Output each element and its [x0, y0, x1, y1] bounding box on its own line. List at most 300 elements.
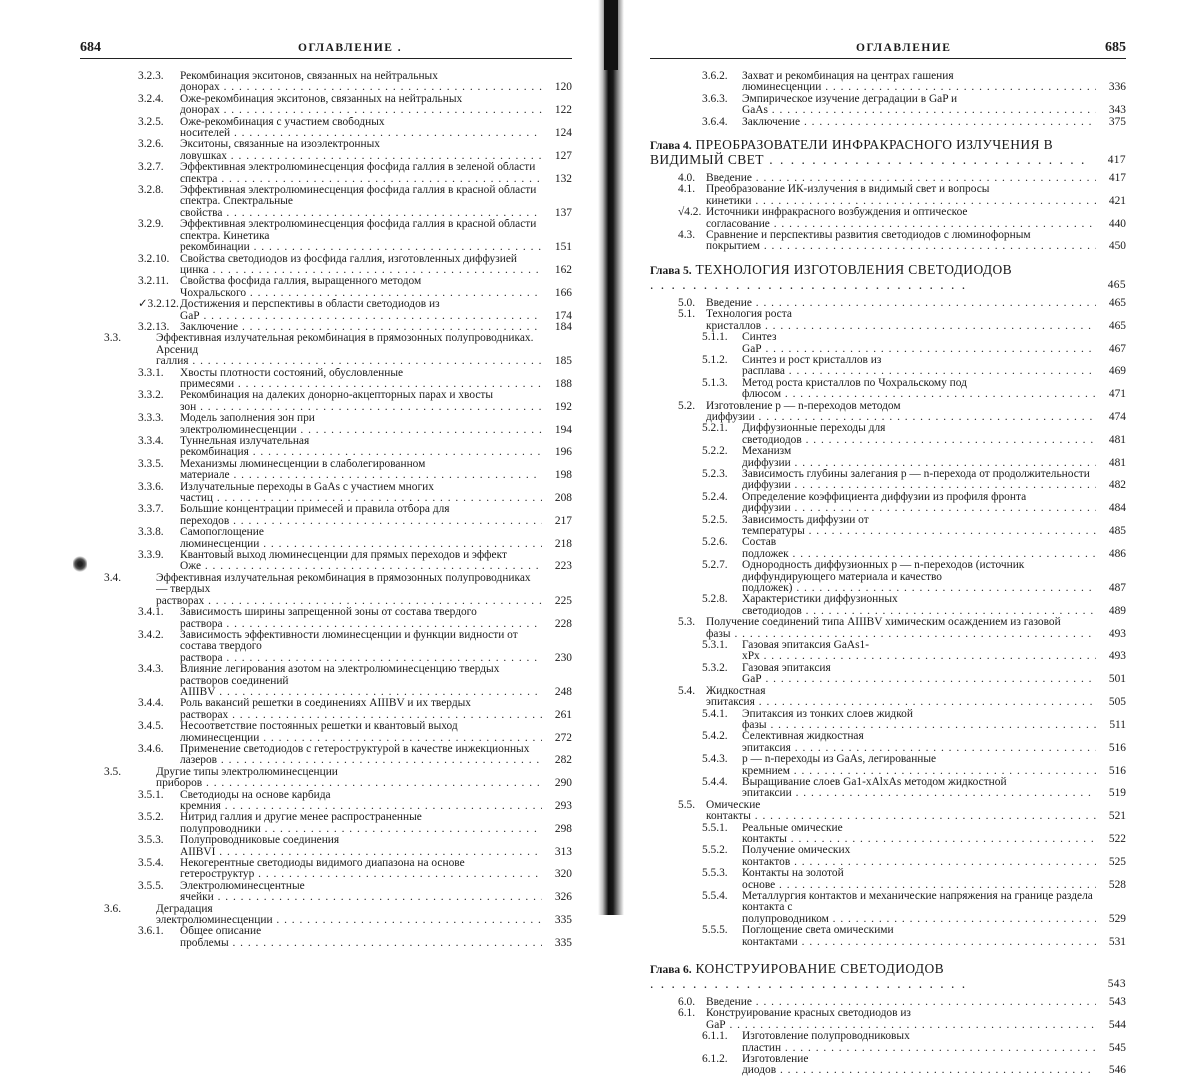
- toc-entry-page: 223: [554, 560, 572, 573]
- toc-entry: [650, 355, 1126, 378]
- toc-entry-number: 5.2.6.: [702, 536, 728, 549]
- toc-entry-page: 293: [554, 800, 572, 812]
- toc-entry: [80, 162, 572, 185]
- toc-entry: [650, 868, 1126, 891]
- toc-entry-number: 3.2.3.: [138, 70, 164, 82]
- toc-entry-title: Характеристики диффузионных светодиодов . . .: [742, 594, 1096, 617]
- toc-entry: [650, 207, 1126, 230]
- toc-entry-page: 230: [554, 651, 572, 664]
- toc-entry-number: 6.0.: [678, 996, 696, 1009]
- toc-entry-number: 5.2.2.: [702, 445, 728, 458]
- toc-entry-title: Эффективная электролюминесценция фосфида галлия в красной области спектра. Кинетика рекомбинации . . .: [180, 219, 542, 253]
- toc-entry-number: 3.6.3.: [702, 92, 728, 105]
- toc-entry-number: 3.5.3.: [138, 834, 164, 847]
- chapter-4-page: 417: [1107, 154, 1126, 167]
- toc-entry-title: Получение омических контактов . . .: [742, 845, 1096, 868]
- toc-entry-title: Квантовый выход люминесценции для прямых переходов и эффект Оже . . .: [180, 550, 542, 573]
- toc-entry-number: 5.5.3.: [702, 867, 728, 880]
- toc-entry: [650, 1031, 1126, 1054]
- toc-entry-number: 5.5.4.: [702, 890, 728, 902]
- chapter-5-heading: [650, 263, 1126, 292]
- toc-entry-page: 501: [1108, 673, 1126, 686]
- toc-entry-page: 481: [1108, 456, 1126, 469]
- toc-entry: [80, 185, 572, 219]
- toc-entry: [80, 94, 572, 117]
- toc-entry: [80, 368, 572, 391]
- toc-entry-title: Механизмы люминесценции в слаболегированном материале . . .: [180, 459, 542, 482]
- toc-entry: [80, 721, 572, 744]
- toc-entry-page: 127: [554, 149, 572, 162]
- toc-entry-page: 543: [1108, 996, 1126, 1009]
- toc-entry-page: 511: [1109, 718, 1126, 731]
- toc-entry-title: Свойства светодиодов из фосфида галлия, изготовленных диффузией цинка . . .: [180, 254, 542, 277]
- toc-entry-page: 493: [1108, 627, 1126, 640]
- toc-entry-page: 272: [554, 731, 572, 744]
- toc-entry-number: 5.5.2.: [702, 844, 728, 857]
- toc-entry: [80, 527, 572, 550]
- toc-entry-number: 5.4.: [678, 684, 696, 697]
- right-running-title: ОГЛАВЛЕНИЕ: [856, 42, 952, 54]
- toc-entry-page: 185: [554, 355, 572, 368]
- toc-entry: [80, 744, 572, 767]
- toc-entry-number: 4.1.: [678, 183, 696, 196]
- toc-entry-number: 3.4.3.: [138, 663, 164, 676]
- toc-entry-number: ✓3.2.12.: [138, 298, 179, 311]
- toc-entry: [650, 469, 1126, 492]
- chapter-4-label: Глава 4.: [650, 140, 692, 153]
- toc-entry-title: p — n-переходы из GaAs, легированные кремнием . . .: [742, 754, 1096, 777]
- toc-entry-page: 487: [1108, 582, 1126, 595]
- toc-entry: [80, 630, 572, 664]
- toc-entry-number: 3.2.9.: [138, 218, 164, 231]
- toc-entry-number: 3.6.1.: [138, 925, 164, 938]
- toc-entry-title: Изготовление полупроводниковых пластин . . .: [742, 1031, 1096, 1054]
- toc-entry-page: 225: [554, 594, 572, 607]
- toc-entry-page: 528: [1108, 878, 1126, 891]
- toc-entry-title: Контакты на золотой основе . . .: [742, 868, 1096, 891]
- toc-entry: [650, 71, 1126, 94]
- toc-entry-page: 124: [554, 127, 572, 140]
- toc-entry-title: Эффективная электролюминесценция фосфида галлия в зеленой области спектра . . .: [180, 162, 542, 185]
- toc-entry: [650, 173, 1126, 184]
- toc-entry-number: 5.5.1.: [702, 821, 728, 834]
- toc-entry-number: 3.3.: [104, 332, 122, 345]
- toc-entry-page: 529: [1108, 912, 1126, 925]
- toc-entry-title: Модель заполнения зон при электролюминесценции . . .: [180, 413, 542, 436]
- toc-entry-title: Введение . . .: [706, 173, 1096, 184]
- toc-entry-page: 450: [1108, 240, 1126, 253]
- toc-entry-title: Омические контакты . . .: [706, 800, 1096, 823]
- toc-entry-number: 3.2.13.: [138, 320, 170, 333]
- toc-entry: [80, 322, 572, 333]
- toc-entry: [650, 997, 1126, 1008]
- toc-entry-page: 482: [1108, 479, 1126, 492]
- right-page: [650, 40, 1126, 1077]
- toc-entry-title: Заключение . . .: [180, 322, 542, 333]
- toc-entry: [80, 504, 572, 527]
- toc-entry-number: 3.2.10.: [138, 252, 170, 265]
- toc-entry-page: 122: [554, 104, 572, 117]
- toc-entry: [650, 731, 1126, 754]
- toc-entry-title: Зависимость эффективности люминесценции и функции видности от состава твердого раствора . . .: [180, 630, 542, 664]
- chapter-6-heading: [650, 962, 1126, 991]
- toc-entry-number: 3.2.8.: [138, 184, 164, 197]
- toc-entry: [80, 459, 572, 482]
- toc-entry-title: Изготовление диодов . . .: [742, 1054, 1096, 1077]
- toc-entry-page: 282: [554, 754, 572, 767]
- toc-entry: [650, 617, 1126, 640]
- toc-entry-page: 375: [1108, 115, 1126, 128]
- toc-entry: [80, 881, 572, 904]
- toc-entry-title: Несоответствие постоянных решетки и квантовый выход люминесценции . . .: [180, 721, 542, 744]
- toc-entry-page: 261: [554, 708, 572, 721]
- left-page: [80, 40, 572, 949]
- toc-entry: [80, 390, 572, 413]
- toc-entry: [650, 709, 1126, 732]
- toc-entry-page: 493: [1108, 650, 1126, 663]
- toc-entry-title: Некогерентные светодиоды видимого диапазона на основе гетероструктур . . .: [180, 858, 542, 881]
- toc-entry: [650, 845, 1126, 868]
- toc-entry-title: Введение . . .: [706, 298, 1096, 309]
- toc-entry-page: 132: [554, 172, 572, 185]
- toc-entry-page: 465: [1108, 296, 1126, 309]
- toc-entry: [650, 686, 1126, 709]
- toc-entry: [80, 904, 572, 927]
- toc-entry: [650, 754, 1126, 777]
- toc-entry-title: Реальные омические контакты . . .: [742, 823, 1096, 846]
- toc-entry-page: 489: [1108, 604, 1126, 617]
- toc-entry: [650, 1008, 1126, 1031]
- toc-entry-title: Зависимость диффузии от температуры . . .: [742, 515, 1096, 538]
- toc-entry-title: Зависимость глубины залегания p — n-перехода от продолжительности диффузии . . .: [742, 469, 1096, 492]
- toc-entry: [650, 423, 1126, 446]
- chapter-5-title: ТЕХНОЛОГИЯ ИЗГОТОВЛЕНИЯ СВЕТОДИОДОВ: [695, 262, 1013, 277]
- chapter-5-page: 465: [1107, 278, 1126, 291]
- toc-entry-number: 5.4.2.: [702, 730, 728, 743]
- toc-entry-number: 3.4.5.: [138, 720, 164, 733]
- toc-entry-page: 484: [1108, 502, 1126, 515]
- toc-entry-title: Газовая эпитаксия GaP . . .: [742, 663, 1096, 686]
- toc-entry: [650, 492, 1126, 515]
- left-toc-list: [80, 71, 572, 949]
- chapter-5-list: [650, 298, 1126, 948]
- toc-entry-number: 5.3.: [678, 616, 696, 629]
- toc-entry-number: 3.5.4.: [138, 857, 164, 870]
- toc-entry: [650, 230, 1126, 253]
- toc-entry-number: 3.5.: [104, 765, 122, 778]
- toc-entry: [80, 767, 572, 790]
- toc-entry-title: Самопоглощение люминесценции . . .: [180, 527, 542, 550]
- left-page-number: 684: [80, 40, 101, 55]
- toc-entry-number: 3.5.2.: [138, 811, 164, 824]
- toc-entry-number: 3.6.2.: [702, 70, 728, 82]
- toc-entry-number: 3.3.8.: [138, 526, 164, 539]
- toc-entry-number: √4.2.: [678, 206, 702, 219]
- toc-entry-title: Преобразование ИК-излучения в видимый свет и вопросы кинетики . . .: [706, 184, 1096, 207]
- toc-entry: [80, 573, 572, 607]
- toc-entry-title: Жидкостная эпитаксия . . .: [706, 686, 1096, 709]
- toc-entry-number: 3.5.5.: [138, 879, 164, 892]
- toc-entry: [80, 790, 572, 813]
- toc-entry-page: 198: [554, 469, 572, 482]
- chapter-4-heading: [650, 138, 1126, 167]
- toc-entry-page: 467: [1108, 342, 1126, 355]
- toc-entry-title: Синтез и рост кристаллов из расплава . . .: [742, 355, 1096, 378]
- toc-entry-number: 5.1.2.: [702, 353, 728, 366]
- toc-entry-title: Экситоны, связанные на изоэлектронных ловушках . . .: [180, 139, 542, 162]
- toc-entry-page: 194: [554, 423, 572, 436]
- toc-entry: [80, 482, 572, 505]
- toc-entry: [650, 925, 1126, 948]
- toc-entry: [650, 891, 1126, 925]
- toc-entry-page: 162: [554, 263, 572, 276]
- toc-entry-page: 440: [1108, 217, 1126, 230]
- toc-entry-title: Достижения и перспективы в области светодиодов из GaP . . .: [180, 299, 542, 322]
- toc-entry-page: 417: [1108, 172, 1126, 185]
- toc-entry-number: 4.0.: [678, 172, 696, 185]
- toc-entry-number: 5.2.: [678, 399, 696, 412]
- toc-entry: [650, 537, 1126, 560]
- toc-entry-page: 248: [554, 685, 572, 698]
- toc-entry-number: 3.2.11.: [138, 275, 169, 288]
- toc-entry: [650, 184, 1126, 207]
- toc-entry-number: 5.1.1.: [702, 331, 728, 344]
- toc-entry-number: 3.3.1.: [138, 366, 164, 379]
- toc-entry-number: 3.3.5.: [138, 457, 164, 470]
- toc-entry: [80, 413, 572, 436]
- toc-entry-page: 421: [1108, 194, 1126, 207]
- toc-entry-page: 166: [554, 286, 572, 299]
- toc-entry-page: 521: [1108, 810, 1126, 823]
- toc-entry-page: 469: [1108, 365, 1126, 378]
- toc-entry-title: Применение светодиодов с гетероструктурой в качестве инжекционных лазеров . . .: [180, 744, 542, 767]
- toc-entry-number: 5.0.: [678, 296, 696, 309]
- toc-entry-title: Захват и рекомбинация на центрах гашения люминесценции . . .: [742, 71, 1096, 94]
- toc-entry-page: 522: [1108, 832, 1126, 845]
- toc-entry-title: Эмпирическое изучение деградации в GaP и GaAs . . .: [742, 94, 1096, 117]
- toc-entry: [80, 858, 572, 881]
- toc-entry-number: 3.6.4.: [702, 115, 728, 128]
- toc-entry-title: Хвосты плотности состояний, обусловленные примесями . . .: [180, 368, 542, 391]
- toc-entry-title: Светодиоды на основе карбида кремния . . .: [180, 790, 542, 813]
- toc-entry-number: 3.3.3.: [138, 412, 164, 425]
- gutter-shadow: [604, 0, 618, 70]
- toc-entry-title: Нитрид галлия и другие менее распространенные полупроводники . . .: [180, 812, 542, 835]
- right-page-number: 685: [1105, 40, 1126, 55]
- toc-entry-page: 228: [554, 617, 572, 630]
- toc-entry-number: 5.2.7.: [702, 559, 728, 572]
- toc-entry-number: 3.2.4.: [138, 92, 164, 105]
- right-running-head: [650, 40, 1126, 59]
- toc-entry-title: Оже-рекомбинация с участием свободных носителей . . .: [180, 117, 542, 140]
- toc-entry-title: Деградация электролюминесценции . . .: [156, 904, 542, 927]
- toc-entry-page: 320: [554, 868, 572, 881]
- toc-entry-number: 5.2.1.: [702, 422, 728, 435]
- toc-entry-title: Металлургия контактов и механические напряжения на границе раздела контакта с полупроводником . . .: [742, 891, 1096, 925]
- toc-entry-number: 3.4.2.: [138, 628, 164, 641]
- toc-entry-page: 290: [554, 777, 572, 790]
- toc-entry-page: 218: [554, 537, 572, 550]
- toc-entry: [80, 607, 572, 630]
- toc-entry: [650, 117, 1126, 128]
- toc-entry: [650, 332, 1126, 355]
- toc-entry-page: 192: [554, 400, 572, 413]
- toc-entry-page: 151: [554, 241, 572, 254]
- toc-entry-title: Роль вакансий решетки в соединениях AIIIBV и их твердых растворах . . .: [180, 698, 542, 721]
- toc-entry-title: Большие концентрации примесей и правила отбора для переходов . . .: [180, 504, 542, 527]
- toc-entry-title: Источники инфракрасного возбуждения и оптическое согласование . . .: [706, 207, 1096, 230]
- toc-entry-title: Оже-рекомбинация экситонов, связанных на нейтральных донорах . . .: [180, 94, 542, 117]
- toc-entry-page: 516: [1108, 764, 1126, 777]
- toc-entry: [80, 550, 572, 573]
- toc-entry: [80, 333, 572, 367]
- toc-entry-number: 3.3.6.: [138, 480, 164, 493]
- chapter-6-page: 543: [1107, 978, 1126, 991]
- toc-entry-page: 525: [1108, 855, 1126, 868]
- toc-entry-title: Рекомбинация на далеких донорно-акцепторных парах и хвосты зон . . .: [180, 390, 542, 413]
- toc-entry: [650, 401, 1126, 424]
- toc-entry-number: 3.3.7.: [138, 503, 164, 516]
- book-gutter: [598, 0, 624, 915]
- toc-entry-title: Введение . . .: [706, 997, 1096, 1008]
- toc-entry-title: Определение коэффициента диффузии из профиля фронта диффузии . . .: [742, 492, 1096, 515]
- toc-entry-page: 519: [1108, 787, 1126, 800]
- toc-entry-number: 3.3.4.: [138, 435, 164, 447]
- toc-entry-title: Полупроводниковые соединения AIIBVI . . .: [180, 835, 542, 858]
- toc-entry-title: Рекомбинация экситонов, связанных на нейтральных донорах . . .: [180, 71, 542, 94]
- toc-entry-page: 343: [1108, 104, 1126, 117]
- toc-entry-title: Другие типы электролюминесценции приборов . . .: [156, 767, 542, 790]
- toc-entry: [80, 436, 572, 459]
- left-running-head: [80, 40, 572, 59]
- toc-entry-page: 217: [554, 514, 572, 527]
- chapter-4-list: [650, 173, 1126, 253]
- toc-entry-number: 3.2.6.: [138, 138, 164, 151]
- toc-entry-page: 196: [554, 446, 572, 459]
- chapter-6-title: КОНСТРУИРОВАНИЕ СВЕТОДИОДОВ: [695, 962, 945, 977]
- toc-entry-title: Газовая эпитаксия GaAs1-xPx . . .: [742, 640, 1096, 663]
- toc-entry-title: Механизм диффузии . . .: [742, 446, 1096, 469]
- toc-entry-title: Поглощение света омическими контактами . . .: [742, 925, 1096, 948]
- toc-entry-number: 3.2.7.: [138, 161, 164, 174]
- toc-entry-number: 5.4.1.: [702, 707, 728, 720]
- toc-entry-page: 544: [1108, 1018, 1126, 1031]
- toc-entry-number: 6.1.2.: [702, 1053, 728, 1066]
- toc-entry-number: 5.5.: [678, 798, 696, 811]
- toc-entry: [80, 117, 572, 140]
- toc-entry-number: 3.5.1.: [138, 788, 164, 801]
- toc-entry-title: Выращивание слоев Ga1-xAlxAs методом жидкостной эпитаксии . . .: [742, 777, 1096, 800]
- toc-entry: [80, 219, 572, 253]
- toc-entry-number: 3.6.: [104, 902, 122, 915]
- toc-entry-title: Однородность диффузионных p — n-переходов (источник диффундирующего материала и качество подложек) . . .: [742, 560, 1096, 594]
- toc-entry-page: 326: [554, 891, 572, 904]
- chapter-6-label: Глава 6.: [650, 964, 692, 977]
- toc-entry-title: Метод роста кристаллов по Чохральскому под флюсом . . .: [742, 378, 1096, 401]
- toc-entry-title: Общее описание проблемы . . .: [180, 926, 542, 949]
- toc-entry-number: 5.1.: [678, 308, 696, 321]
- toc-entry-title: Влияние легирования азотом на электролюминесценцию твердых растворов соединений AIIIBV . . .: [180, 664, 542, 698]
- toc-entry: [650, 1054, 1126, 1077]
- toc-entry-title: Состав подложек . . .: [742, 537, 1096, 560]
- toc-entry-title: Изготовление p — n-переходов методом диффузии . . .: [706, 401, 1096, 424]
- toc-entry-title: Получение соединений типа AIIIBV химическим осаждением из газовой фазы . . .: [706, 617, 1096, 640]
- toc-entry-title: Селективная жидкостная эпитаксия . . .: [742, 731, 1096, 754]
- toc-entry-number: 3.4.6.: [138, 742, 164, 755]
- toc-entry-page: 516: [1108, 741, 1126, 754]
- toc-entry-number: 4.3.: [678, 229, 696, 242]
- left-running-title: ОГЛАВЛЕНИЕ .: [298, 42, 403, 54]
- toc-entry-page: 465: [1108, 319, 1126, 332]
- chapter-5-label: Глава 5.: [650, 264, 692, 277]
- toc-entry: [650, 594, 1126, 617]
- toc-entry-number: 6.1.: [678, 1007, 696, 1020]
- toc-entry-title: Эпитаксия из тонких слоев жидкой фазы . . .: [742, 709, 1096, 732]
- toc-entry: [80, 276, 572, 299]
- toc-entry-page: 188: [554, 377, 572, 390]
- toc-entry-number: 5.2.4.: [702, 490, 728, 503]
- toc-entry-number: 5.2.8.: [702, 593, 728, 606]
- toc-entry-title: Синтез GaP . . .: [742, 332, 1096, 355]
- toc-entry-number: 5.3.1.: [702, 639, 728, 652]
- toc-entry-number: 5.5.5.: [702, 924, 728, 937]
- toc-entry-page: 137: [554, 206, 572, 219]
- toc-entry: [650, 823, 1126, 846]
- toc-entry-page: 505: [1108, 696, 1126, 709]
- toc-entry: [650, 446, 1126, 469]
- toc-entry-number: 5.2.3.: [702, 467, 728, 480]
- toc-entry-page: 335: [554, 936, 572, 949]
- toc-entry: [650, 640, 1126, 663]
- toc-entry-title: Технология роста кристаллов . . .: [706, 309, 1096, 332]
- toc-entry-title: Туннельная излучательная рекомбинация . . .: [180, 436, 542, 459]
- toc-entry-title: Диффузионные переходы для светодиодов . . .: [742, 423, 1096, 446]
- toc-entry: [80, 664, 572, 698]
- toc-entry-title: Эффективная излучательная рекомбинация в прямозонных полупроводниках — твердых растворах . . .: [156, 573, 542, 607]
- toc-entry-page: 335: [554, 914, 572, 927]
- toc-entry: [80, 299, 572, 322]
- toc-entry-number: 5.1.3.: [702, 376, 728, 389]
- toc-entry-number: 3.3.9.: [138, 549, 164, 562]
- toc-entry: [80, 71, 572, 94]
- toc-entry: [80, 835, 572, 858]
- toc-entry: [80, 139, 572, 162]
- toc-entry-title: Сравнение и перспективы развития светодиодов с люминофорным покрытием . . .: [706, 230, 1096, 253]
- toc-entry: [650, 298, 1126, 309]
- toc-entry-page: 298: [554, 822, 572, 835]
- toc-entry-number: 5.3.2.: [702, 661, 728, 674]
- toc-entry-number: 5.4.3.: [702, 753, 728, 766]
- toc-entry-number: 6.1.1.: [702, 1030, 728, 1043]
- toc-entry-number: 3.3.2.: [138, 389, 164, 402]
- toc-entry: [80, 698, 572, 721]
- toc-entry-page: 545: [1108, 1041, 1126, 1054]
- toc-entry: [650, 94, 1126, 117]
- toc-entry-number: 5.2.5.: [702, 513, 728, 526]
- toc-entry-title: Конструирование красных светодиодов из GaP . . .: [706, 1008, 1096, 1031]
- toc-entry-title: Свойства фосфида галлия, выращенного методом Чохральского . . .: [180, 276, 542, 299]
- toc-entry-page: 208: [554, 492, 572, 505]
- toc-entry: [650, 663, 1126, 686]
- toc-entry-page: 174: [554, 309, 572, 322]
- toc-entry-page: 481: [1108, 433, 1126, 446]
- toc-entry-page: 486: [1108, 547, 1126, 560]
- toc-entry: [650, 515, 1126, 538]
- toc-entry: [650, 309, 1126, 332]
- toc-entry-number: 5.4.4.: [702, 775, 728, 788]
- toc-entry: [650, 800, 1126, 823]
- toc-entry-number: 3.4.1.: [138, 606, 164, 619]
